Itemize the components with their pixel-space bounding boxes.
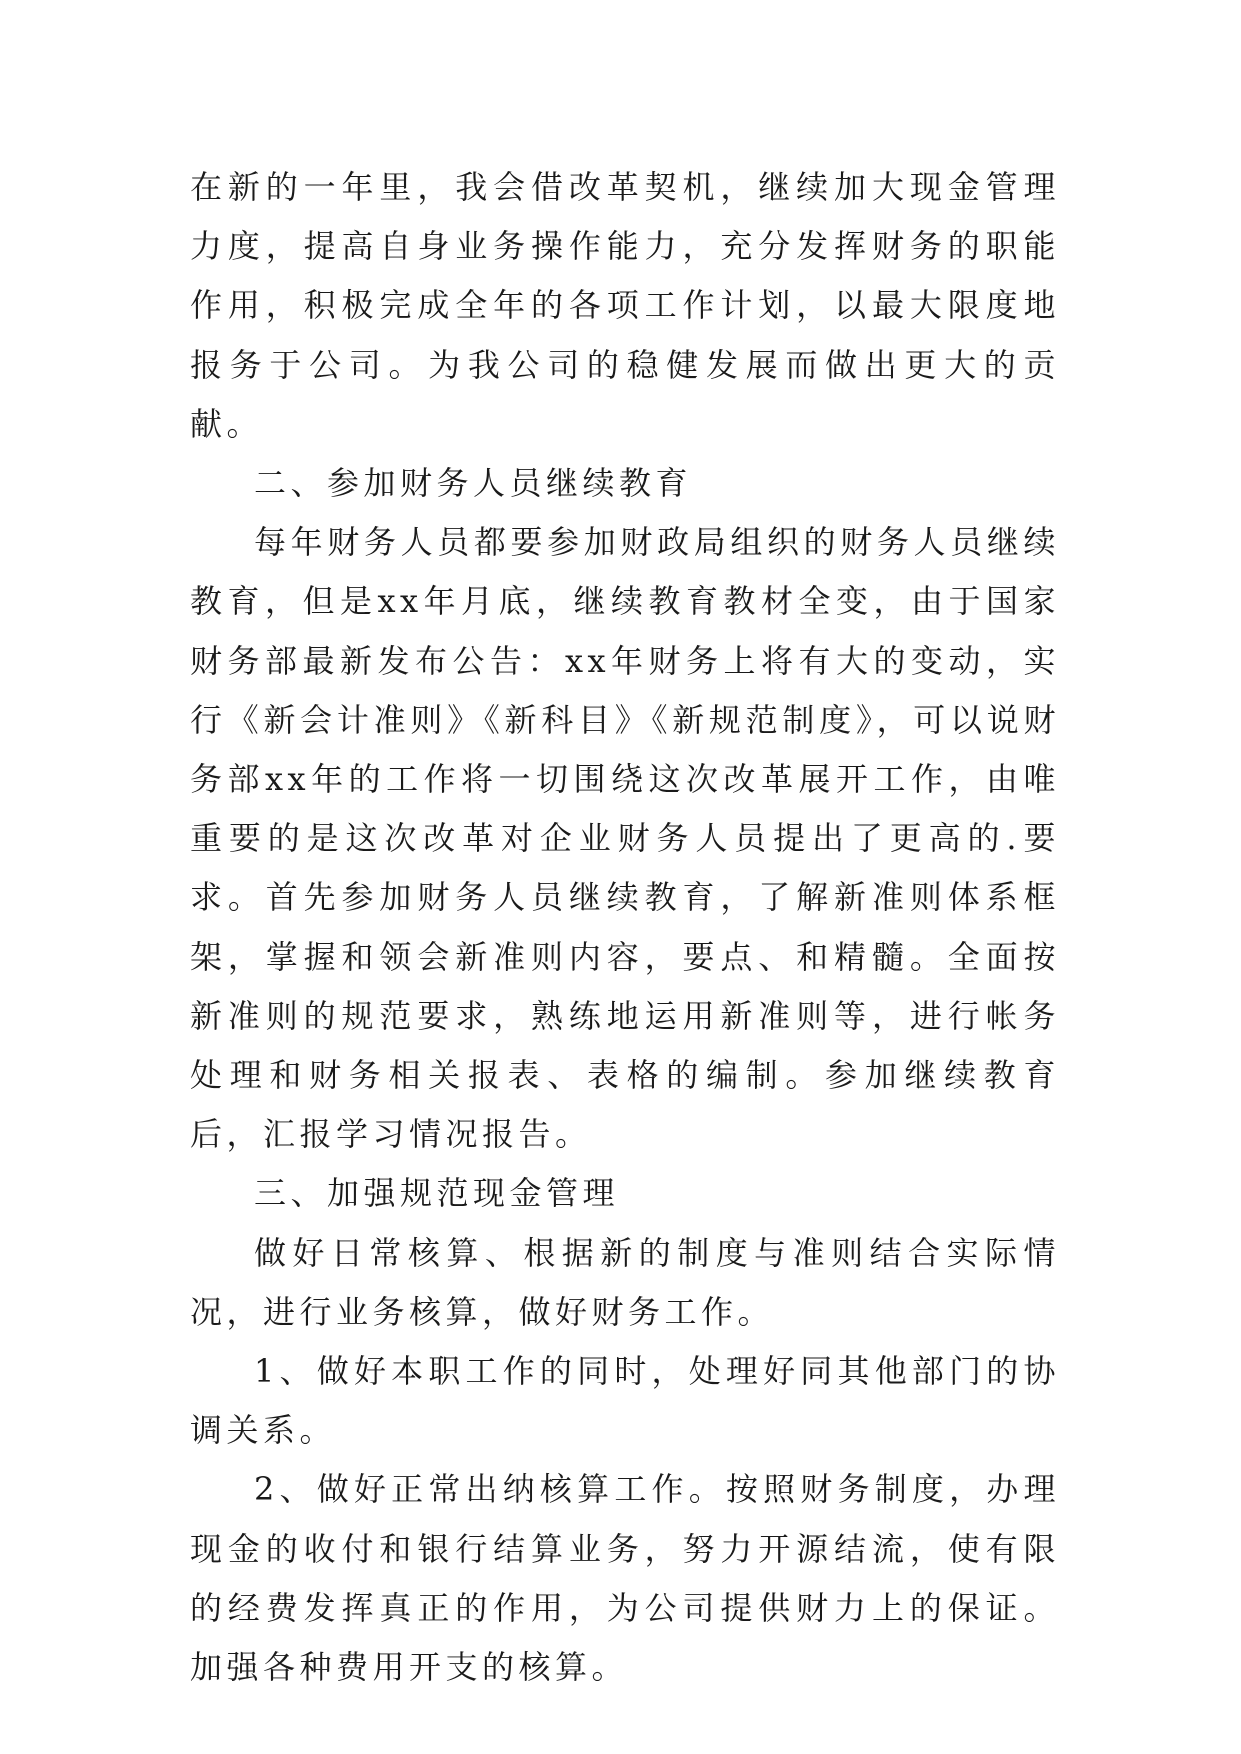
section-heading-continuing-education: 二、参加财务人员继续教育 — [254, 464, 693, 503]
document-body — [190, 158, 1060, 1697]
paragraph-continuing-education: 每年财务人员都要参加财政局组织的财务人员继续教育，但是xx年月底，继续教育教材全变，由于国家财务部最新发布公告：xx年财务上将有大的变动，实行《新会计准则》《新科目》《新规范制度》，可以说财务部xx年的工作将一切围绕这次改革展开工作，由唯重要的是这次改革对企业财务人员提出了更高的.要求。首先参加财务人员继续教育，了解新准则体系框架，掌握和领会新准则内容，要点、和精髓。全面按新准则的规范要求，熟练地运用新准则等，进行帐务处理和财务相关报表、表格的编制。参加继续教育后，汇报学习情况报告。 — [190, 523, 1060, 1154]
paragraph-daily-accounting: 做好日常核算、根据新的制度与准则结合实际情况，进行业务核算，做好财务工作。 — [190, 1233, 1060, 1331]
paragraph-item-2: 2、做好正常出纳核算工作。按照财务制度，办理现金的收付和银行结算业务，努力开源结流，使有限的经费发挥真正的作用，为公司提供财力上的保证。加强各种费用开支的核算。 — [190, 1470, 1060, 1687]
paragraph-item-1: 1、做好本职工作的同时，处理好同其他部门的协调关系。 — [190, 1352, 1060, 1450]
section-heading-cash-management: 三、加强规范现金管理 — [254, 1174, 620, 1213]
paragraph-closing-plan: 在新的一年里，我会借改革契机，继续加大现金管理力度，提高自身业务操作能力，充分发挥财务的职能作用，积极完成全年的各项工作计划，以最大限度地报务于公司。为我公司的稳健发展而做出更大的贡献。 — [190, 168, 1060, 443]
